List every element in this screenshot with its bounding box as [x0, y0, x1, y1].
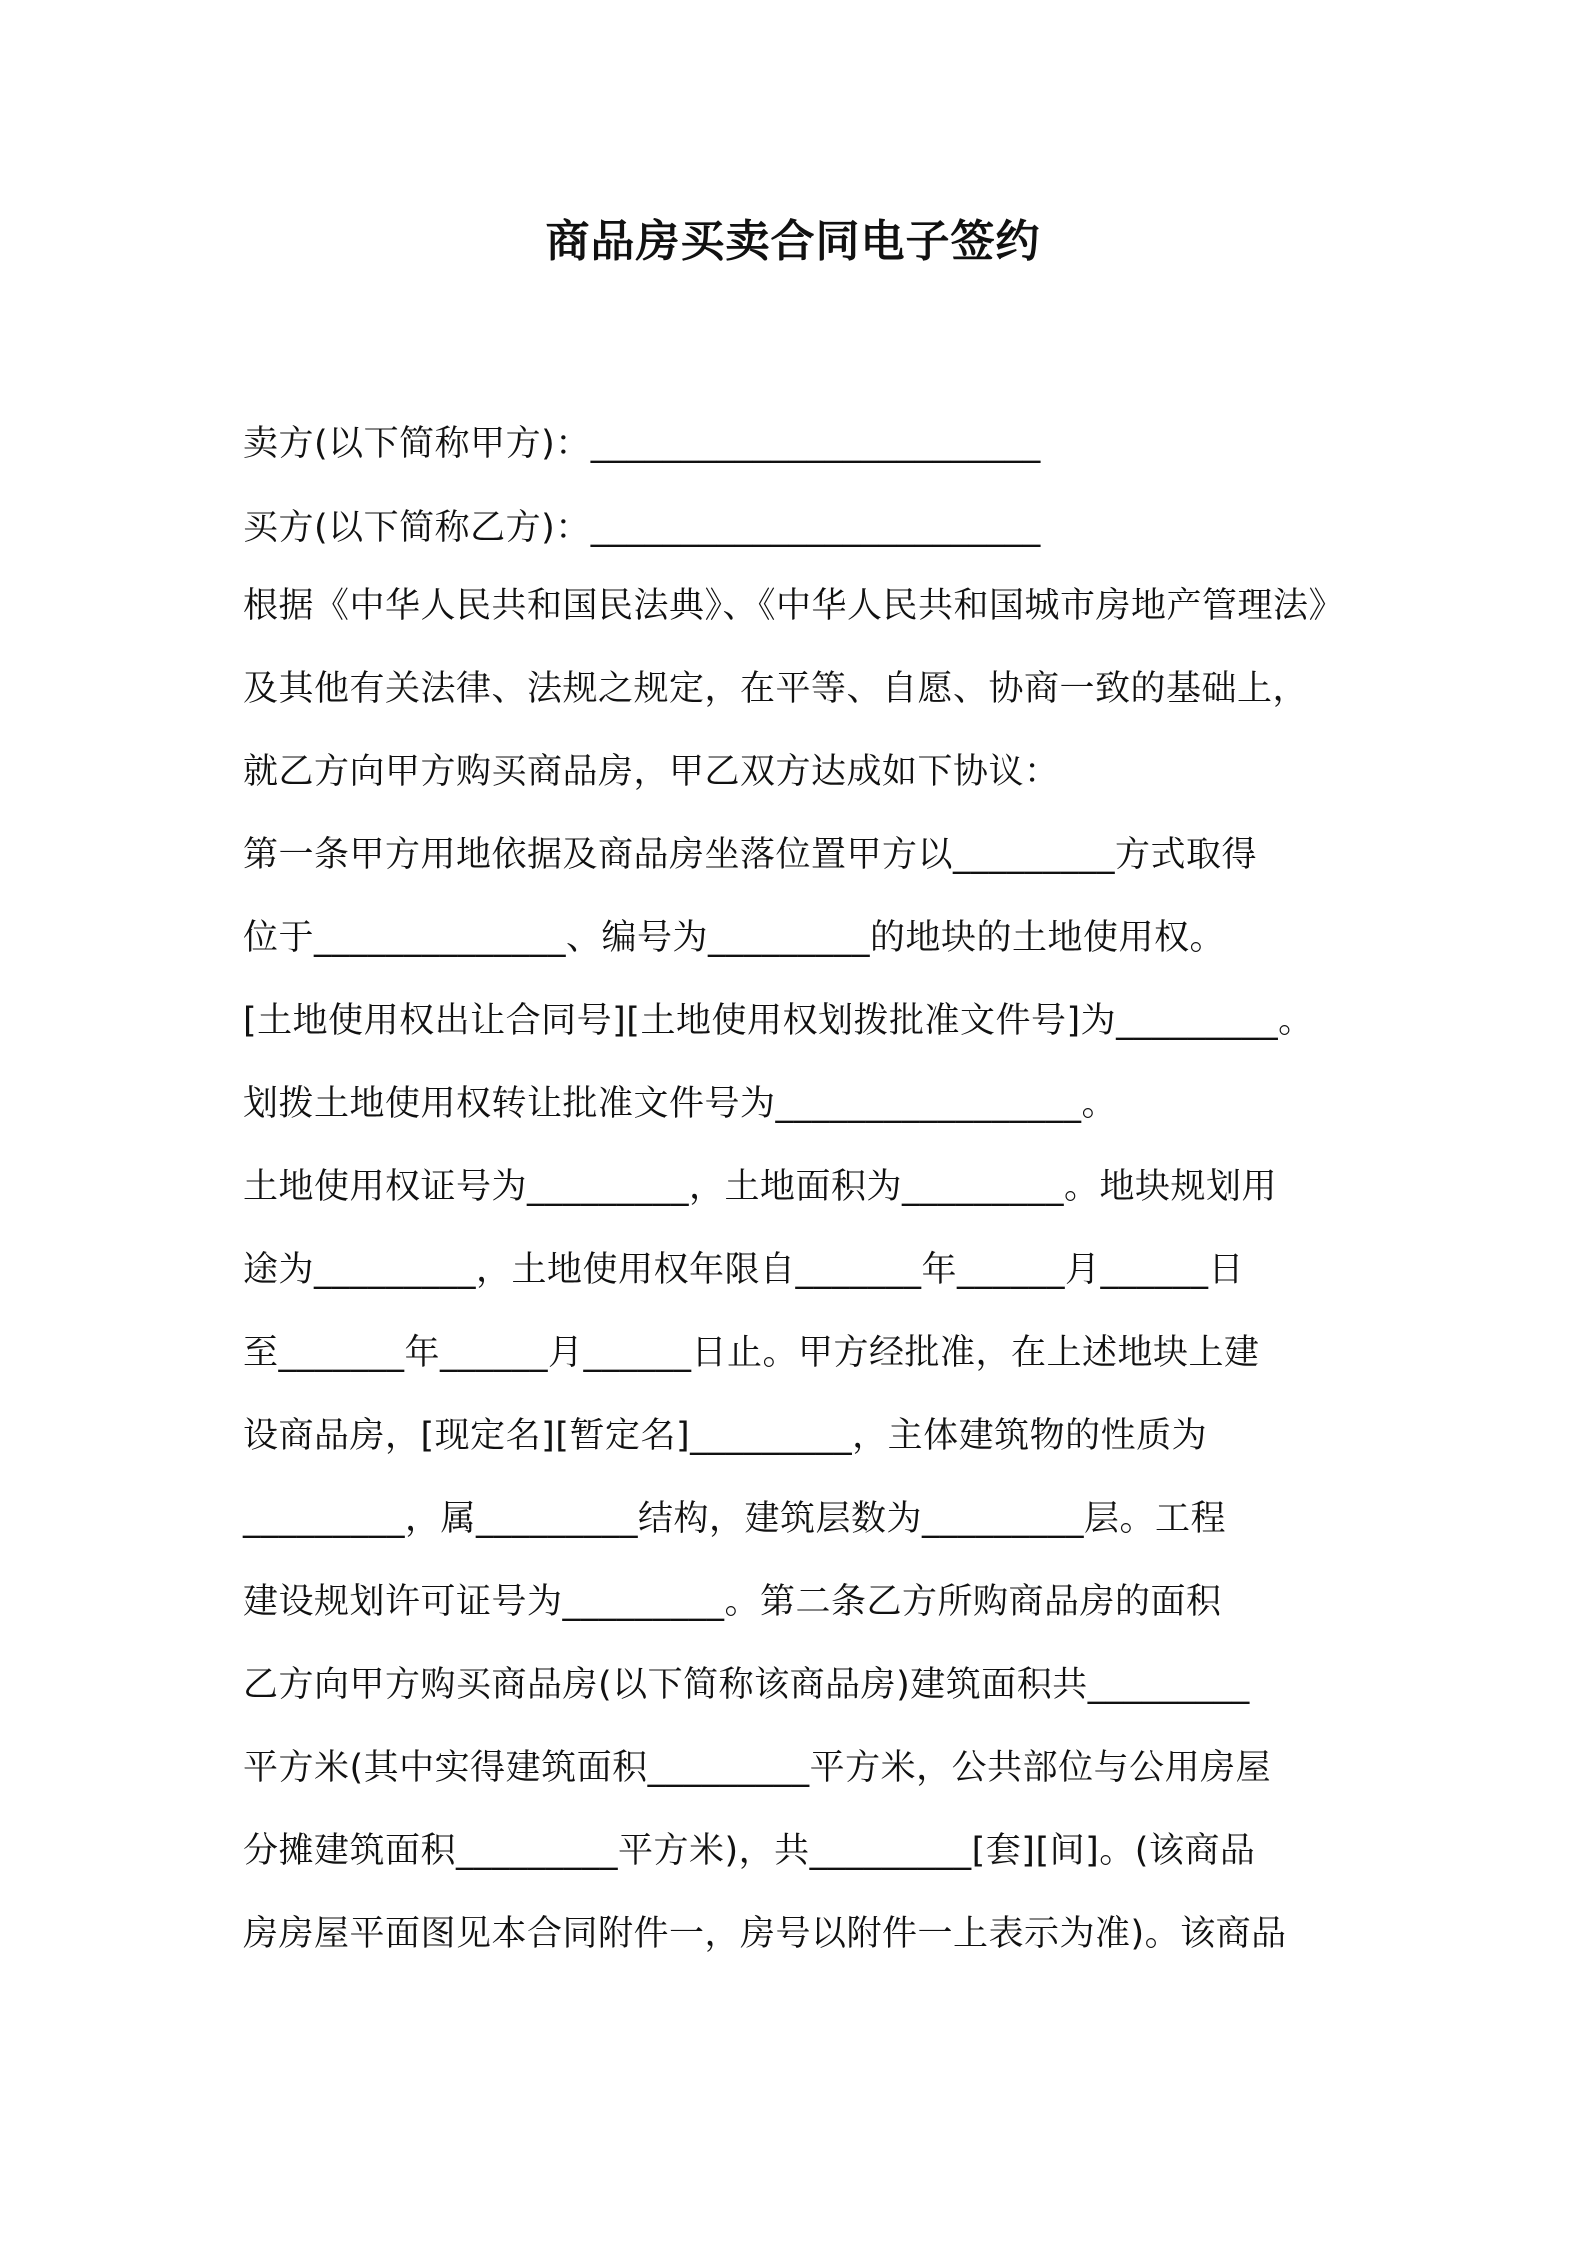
paragraph-line: 平方米(其中实得建筑面积_________平方米，公共部位与公用房屋	[243, 1748, 1272, 1788]
seller-line: 卖方(以下简称甲方)：_________________________	[243, 424, 1041, 464]
paragraph-line: 设商品房，[现定名][暂定名]_________，主体建筑物的性质为	[243, 1416, 1208, 1456]
paragraph-line: 根据《中华人民共和国民法典》、《中华人民共和国城市房地产管理法》	[243, 586, 1345, 626]
paragraph-line: 划拨土地使用权转让批准文件号为_________________。	[243, 1084, 1118, 1124]
paragraph-line: 及其他有关法律、法规之规定，在平等、自愿、协商一致的基础上，	[243, 669, 1309, 709]
paragraph-line: 位于______________、编号为_________的地块的土地使用权。	[243, 918, 1226, 958]
paragraph-line: 就乙方向甲方购买商品房，甲乙双方达成如下协议：	[243, 752, 1060, 792]
paragraph-line: 土地使用权证号为_________，土地面积为_________。地块规划用	[243, 1167, 1278, 1207]
paragraph-line: 至_______年______月______日止。甲方经批准，在上述地块上建	[243, 1333, 1260, 1373]
paragraph-line: [土地使用权出让合同号][土地使用权划拨批准文件号]为_________。	[243, 1001, 1314, 1041]
document-title: 商品房买卖合同电子签约	[545, 216, 1041, 267]
buyer-line: 买方(以下简称乙方)：_________________________	[243, 508, 1041, 548]
paragraph-line: _________，属_________结构，建筑层数为_________层。工程	[243, 1499, 1227, 1539]
paragraph-line: 房房屋平面图见本合同附件一，房号以附件一上表示为准)。该商品	[243, 1914, 1287, 1954]
paragraph-line: 乙方向甲方购买商品房(以下简称该商品房)建筑面积共_________	[243, 1665, 1250, 1705]
paragraph-line: 建设规划许可证号为_________。第二条乙方所购商品房的面积	[243, 1582, 1222, 1622]
paragraph-line: 途为_________，土地使用权年限自_______年______月______日	[243, 1250, 1245, 1290]
paragraph-line: 第一条甲方用地依据及商品房坐落位置甲方以_________方式取得	[243, 835, 1258, 875]
paragraph-line: 分摊建筑面积_________平方米)，共_________[套][间]。(该商品	[243, 1831, 1256, 1871]
